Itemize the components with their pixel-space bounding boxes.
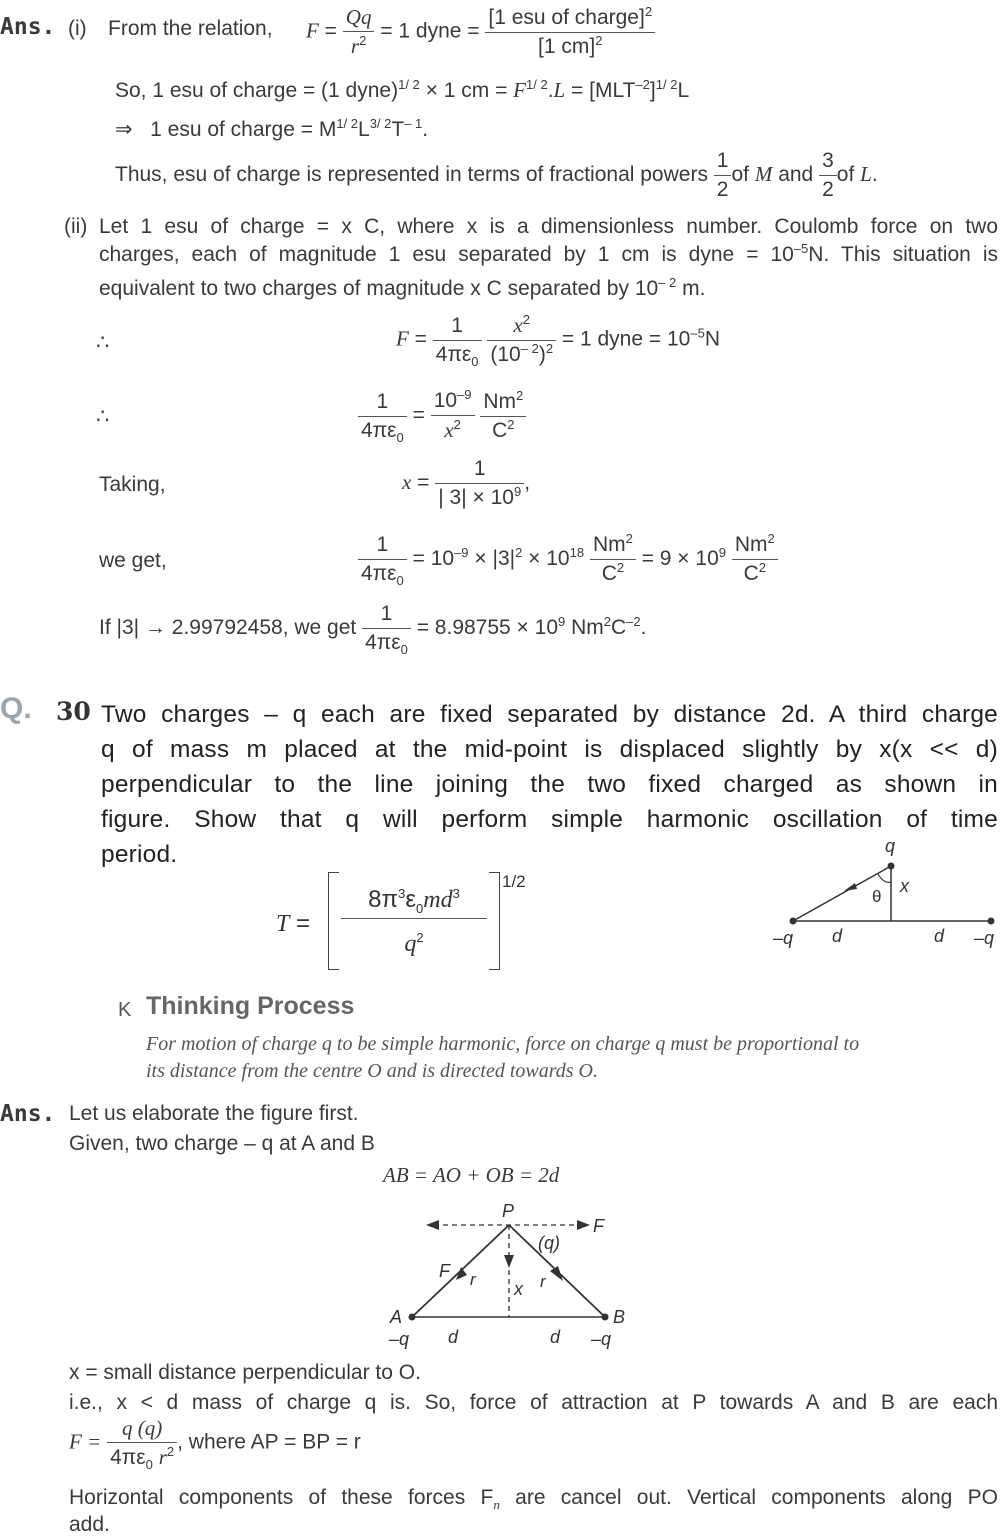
time-period-numerator: $8\pi^3\varepsilon_0md^3$ (341, 886, 487, 919)
label-F-left: F (439, 1261, 450, 1281)
question-line1: Two charges – q each are fixed separated by distance 2d. A third charge (101, 701, 998, 728)
label-x: x (900, 876, 909, 896)
so-line: So, 1 esu of charge = (1 dyne)$^{1/ 2}$ × 1 cm = $F^{1/ 2}.L = [MLT^{-2}]^{1/ 2}L$ (115, 77, 690, 102)
charge-dot-left (790, 918, 797, 925)
part-i-label: (i) (68, 17, 87, 40)
arrow-right (577, 1220, 590, 1230)
label-A: A (390, 1307, 403, 1327)
thinking-note-line2: its distance from the centre O and is directed towards O. (146, 1060, 598, 1082)
label-theta: θ (872, 887, 882, 906)
coulomb-constant-equation: $\frac{1}{4\pi\varepsilon_0}$ = $\frac{10^{-9}}{x^2}$ $\frac{Nm^2}{C^2}$ (358, 387, 526, 445)
ans2-line5: i.e., x < d mass of charge q is. So, force of attraction at P towards A and B are each (69, 1391, 998, 1414)
from-relation-text: From the relation, (108, 17, 273, 40)
we-get-label: we get, (99, 549, 167, 572)
thus-line: Thus, esu of charge is represented in terms of fractional powers $\frac{1}{2}$ of M and $\frac{3}{2}$ of L. (115, 149, 878, 201)
therefore-symbol-2: ∴ (96, 405, 110, 428)
question-line5: period. (101, 841, 178, 868)
label-q-top: q (885, 836, 896, 856)
label-neg-q-A: –q (389, 1329, 410, 1349)
implies-line: ⇒ 1 esu of charge = $M^{1/ 2}L^{3/ 2}T^{- 1}$. (115, 116, 429, 141)
thinking-title: Thinking Process (146, 992, 355, 1020)
time-period-power: 1/2 (502, 872, 526, 891)
charge-dot-top (888, 863, 895, 870)
answer-label: Ans. (0, 14, 56, 40)
arrow-down (504, 1255, 514, 1268)
ans2-line6: Horizontal components of these forces $F_n$ are cancel out. Vertical components along PO (69, 1486, 999, 1513)
force-equation: F = $\frac{1}{4\pi\varepsilon_0}$ $\frac{x^2}{(10^{- 2})^2}$ = 1 dyne = $10^{-5}N$ (396, 312, 720, 369)
therefore-symbol-1: ∴ (96, 331, 110, 354)
question-line4: figure. Show that q will perform simple harmonic oscillation of time (101, 806, 998, 833)
question-number: 30 (56, 697, 91, 726)
coulomb-relation-equation: F = $\frac{Qq}{r^2}$ = 1 dyne = $\frac{[1 esu of charge]^2}{[1 cm]^2}$ (306, 3, 655, 61)
arrow-left (426, 1220, 439, 1230)
part-ii-label: (ii) (64, 215, 88, 238)
time-period-denominator: $q^2$ (404, 930, 424, 957)
force-arrow (844, 883, 857, 891)
ans2-line7: add. (69, 1513, 110, 1536)
ans2-line2: Given, two charge – q at A and B (69, 1132, 375, 1155)
label-neg-q-right: –q (974, 928, 995, 948)
label-d-right: d (934, 926, 945, 946)
dot-B (602, 1314, 609, 1321)
ans2-line1: Let us elaborate the figure first. (69, 1102, 359, 1125)
force-triangle-figure (384, 1195, 644, 1355)
thinking-bullet: K (118, 999, 132, 1021)
label-r-right: r (540, 1272, 546, 1291)
label-d-left: d (832, 926, 843, 946)
question-mark-label: Q. (0, 692, 32, 725)
label-P: P (502, 1201, 515, 1221)
label-neg-q-B: –q (591, 1329, 612, 1349)
taking-equation: x = $\frac{1}{| 3| \times 10^9}$ , (402, 457, 531, 509)
if-line: If |3| → 2.99792458, we get $\frac{1}{4\pi\varepsilon_0}$ = $8.98755 \times 10^9$ $Nm^2C^{-2}$. (99, 602, 647, 658)
label-F-right: F (593, 1216, 604, 1236)
thinking-note-line1: For motion of charge q to be simple harmonic, force on charge q must be proportional to (146, 1033, 860, 1055)
label-d-right-2: d (550, 1327, 561, 1347)
question-line3: perpendicular to the line joining the two fixed charged as shown in (101, 771, 998, 798)
ans2-line4: x = small distance perpendicular to O. (69, 1361, 421, 1384)
formula-brackets (328, 872, 500, 970)
we-get-equation: $\frac{1}{4\pi\varepsilon_0}$ = $10^{-9} \times |3|^2 \times 10^{18}$ $\frac{Nm^2}{C^2}$ = $9 \times 10^9$ $\frac{Nm^2}{C^2}$ (358, 531, 778, 588)
theta-arc (878, 874, 891, 882)
dot-A (409, 1314, 416, 1321)
ans2-force-equation: F = $\frac{q (q)}{4\pi\varepsilon_0 r^2}$ , where AP = BP = r (69, 1416, 361, 1473)
label-B: B (613, 1307, 626, 1327)
arrow-to-B (550, 1266, 563, 1281)
charge-displacement-figure (760, 832, 1000, 957)
label-r-left: r (470, 1270, 476, 1289)
label-d-left-2: d (448, 1327, 459, 1347)
charge-dot-right (988, 918, 995, 925)
label-neg-q-left: –q (773, 928, 794, 948)
part-ii-line2: charges, each of magnitude 1 esu separated by 1 cm is dyne = $10^{-5}N$. This situation is (99, 241, 998, 266)
ans2-line3: AB = AO + OB = 2d (383, 1163, 560, 1187)
question-line2: q of mass m placed at the mid-point is displaced slightly by x(x << d) (101, 736, 998, 763)
part-ii-line3: equivalent to two charges of magnitude x C separated by $10^{- 2}$ m. (99, 275, 706, 300)
answer-label-2: Ans. (0, 1101, 56, 1127)
time-period-T: T = (276, 910, 311, 937)
label-q: (q) (538, 1233, 560, 1253)
taking-label: Taking, (99, 473, 166, 496)
label-x-2: x (514, 1279, 523, 1299)
part-ii-line1: Let 1 esu of charge = x C, where x is a dimensionless number. Coulomb force on two (99, 215, 998, 238)
